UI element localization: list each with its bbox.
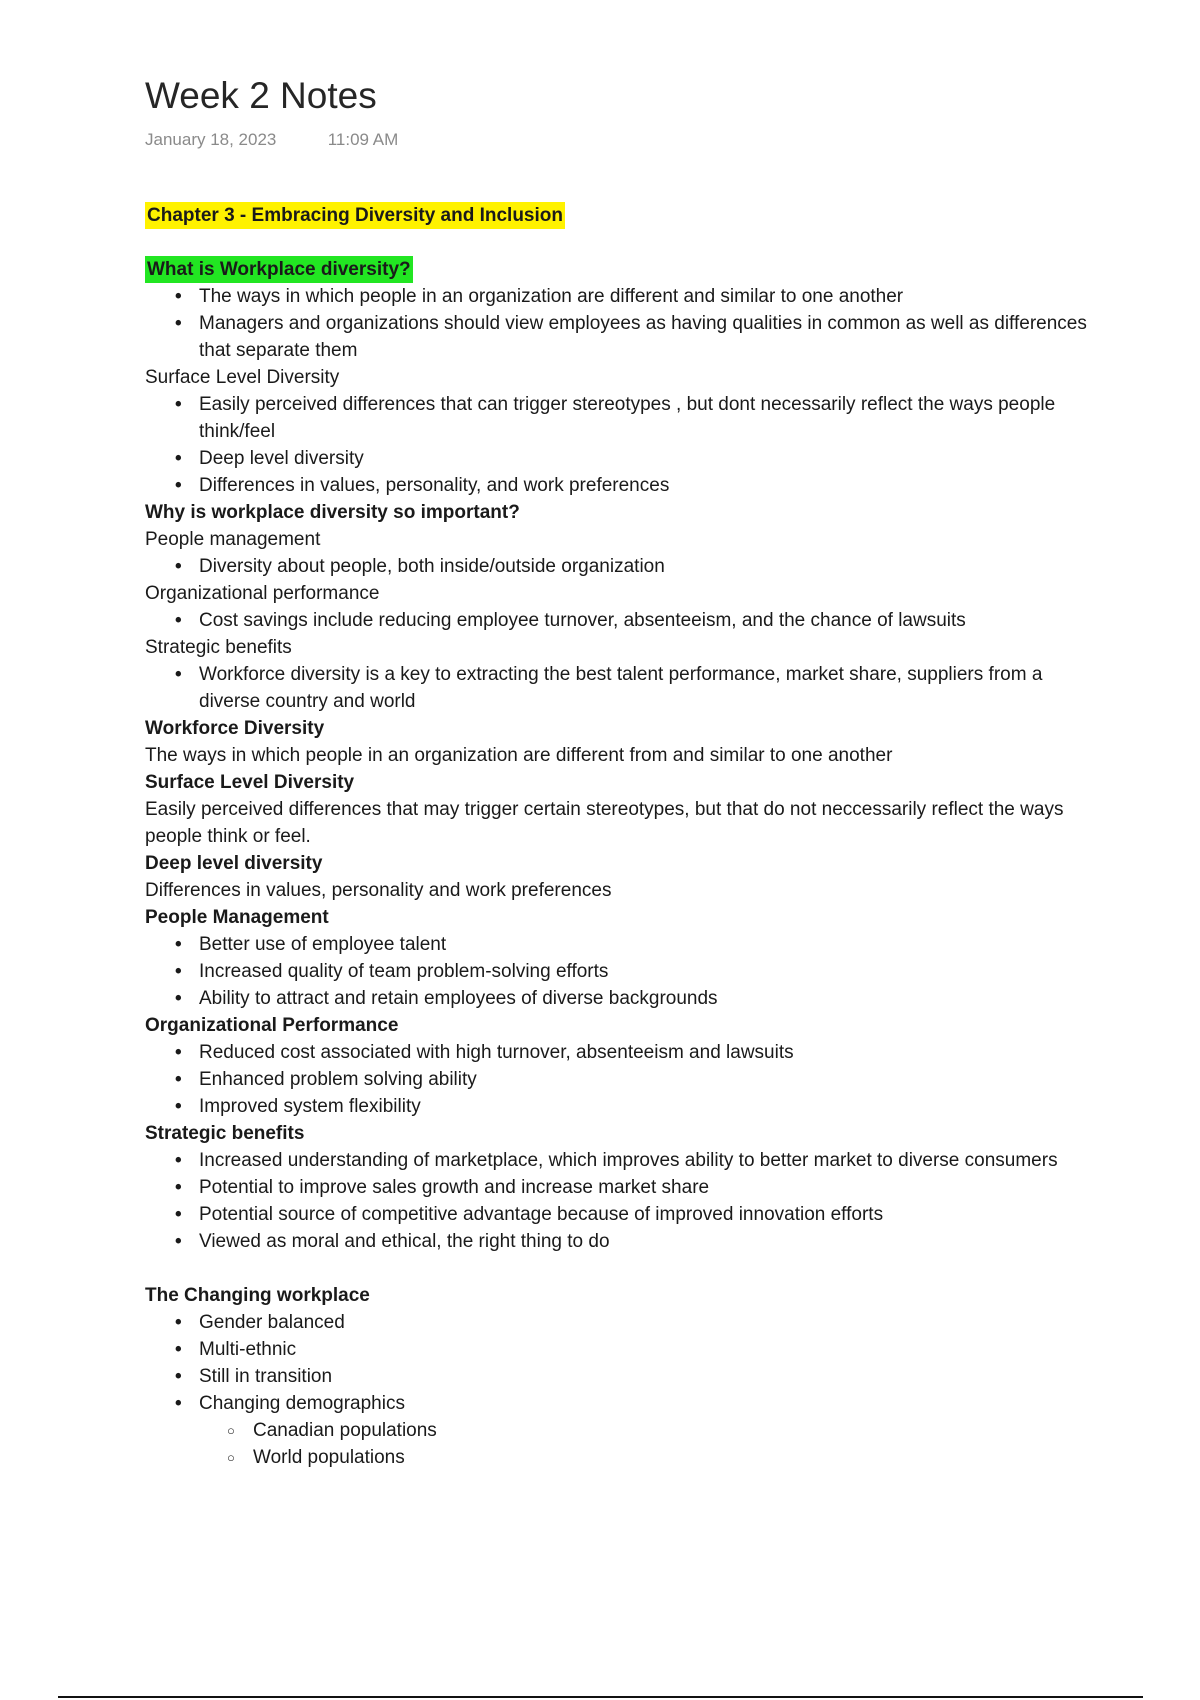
list-item: • Viewed as moral and ethical, the right thing to do <box>199 1228 1105 1255</box>
bullet-list <box>145 391 1105 499</box>
page-bottom-rule <box>58 1696 1143 1698</box>
heading-changing-workplace: The Changing workplace <box>145 1285 370 1306</box>
note-timestamp <box>145 128 1105 152</box>
chapter-heading: Chapter 3 - Embracing Diversity and Inclusion <box>145 202 565 229</box>
list-item: • Cost savings include reducing employee turnover, absenteeism, and the chance of lawsuits <box>199 607 1105 634</box>
list-item: • Better use of employee talent <box>199 931 1105 958</box>
bullet-list <box>145 1147 1105 1255</box>
subheading-org-performance: Organizational performance <box>145 583 380 604</box>
page-title: Week 2 Notes <box>145 75 377 116</box>
term-surface-level-diversity: Surface Level Diversity <box>145 772 355 793</box>
bullet-list <box>145 1309 1105 1417</box>
subheading-people-management: People management <box>145 529 321 550</box>
list-item: • Potential source of competitive advantage because of improved innovation efforts <box>199 1201 1105 1228</box>
definition-deep-level-diversity: Differences in values, personality and work preferences <box>145 880 612 901</box>
term-workforce-diversity: Workforce Diversity <box>145 718 325 739</box>
list-item: • The ways in which people in an organization are different and similar to one another <box>199 283 1105 310</box>
list-item: • Increased understanding of marketplace, which improves ability to better market to diverse consumers <box>199 1147 1105 1174</box>
heading-people-management: People Management <box>145 907 329 928</box>
subheading-strategic: Strategic benefits <box>145 637 292 658</box>
note-time: 11:09 AM <box>327 130 399 149</box>
term-deep-level-diversity: Deep level diversity <box>145 853 323 874</box>
list-item: • Ability to attract and retain employees of diverse backgrounds <box>199 985 1105 1012</box>
definition-workforce-diversity: The ways in which people in an organization are different from and similar to one another <box>145 745 893 766</box>
list-item: • Diversity about people, both inside/outside organization <box>199 553 1105 580</box>
list-item: • Potential to improve sales growth and increase market share <box>199 1174 1105 1201</box>
sub-bullet-list <box>145 1417 1105 1471</box>
list-item: • Changing demographics <box>199 1390 1105 1417</box>
list-item: • Workforce diversity is a key to extracting the best talent performance, market share, suppliers from a diverse country and world <box>199 661 1105 715</box>
bullet-list <box>145 553 1105 580</box>
list-item: • Multi-ethnic <box>199 1336 1105 1363</box>
bullet-list <box>145 1039 1105 1120</box>
list-item: • Increased quality of team problem-solving efforts <box>199 958 1105 985</box>
list-item: • Still in transition <box>199 1363 1105 1390</box>
list-item: • Managers and organizations should view employees as having qualities in common as well as differences that separate them <box>199 310 1105 364</box>
bullet-list <box>145 283 1105 364</box>
note-date: January 18, 2023 <box>145 130 277 149</box>
list-item: • Deep level diversity <box>199 445 1105 472</box>
note-body <box>145 202 1105 1471</box>
heading-organizational-performance: Organizational Performance <box>145 1015 399 1036</box>
list-item: • Differences in values, personality, and work preferences <box>199 472 1105 499</box>
note-page <box>145 70 1105 1471</box>
list-item: • Improved system flexibility <box>199 1093 1105 1120</box>
definition-surface-level-diversity: Easily perceived differences that may trigger certain stereotypes, but that do not neccessarily reflect the ways people think or feel. <box>145 799 1064 847</box>
sub-list-item: ○ Canadian populations <box>253 1417 1105 1444</box>
list-item: • Easily perceived differences that can trigger stereotypes , but dont necessarily reflect the ways people think/feel <box>199 391 1105 445</box>
heading-strategic-benefits: Strategic benefits <box>145 1123 305 1144</box>
subheading-surface-level: Surface Level Diversity <box>145 367 340 388</box>
bullet-list <box>145 607 1105 634</box>
bullet-list <box>145 931 1105 1012</box>
bullet-list <box>145 661 1105 715</box>
list-item: • Enhanced problem solving ability <box>199 1066 1105 1093</box>
sub-list-item: ○ World populations <box>253 1444 1105 1471</box>
list-item: • Reduced cost associated with high turnover, absenteeism and lawsuits <box>199 1039 1105 1066</box>
section-heading-why-important: Why is workplace diversity so important? <box>145 502 520 523</box>
list-item: • Gender balanced <box>199 1309 1105 1336</box>
section-heading-what-is: What is Workplace diversity? <box>145 256 413 283</box>
